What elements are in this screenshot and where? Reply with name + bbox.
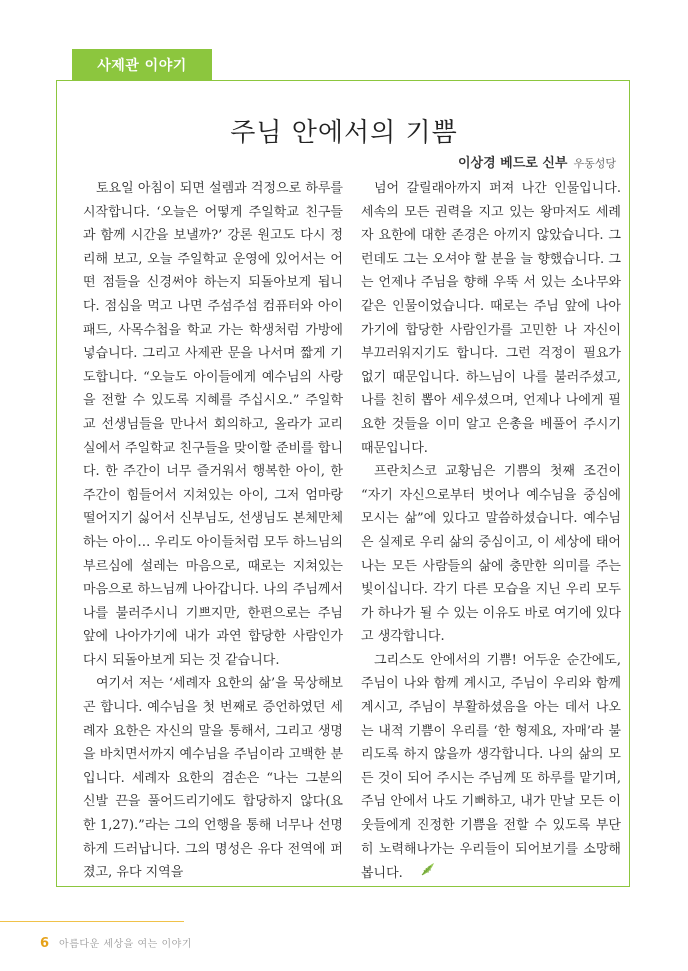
section-tab xyxy=(72,49,212,81)
paragraph: 프란치스코 교황님은 기쁨의 첫째 조건이 “자기 자신으로부터 벗어나 예수님을 중심에 모시는 삶”에 있다고 말씀하셨습니다. 예수님은 실제로 우리 삶의 중심이고, 이 세상에 태어나는 모든 사람들의 삶에 충만한 의미를 주는 빛이십니다. 각기 다른 모습을 지닌 우리 모두가 하나가 될 수 있는 이유도 바로 여기에 있다고 생각합니다. xyxy=(361,464,621,645)
article-title: 주님 안에서의 기쁨 xyxy=(230,118,458,148)
footer-rule xyxy=(0,921,184,922)
paragraph-final xyxy=(361,649,621,886)
page-footer xyxy=(40,932,192,951)
author-line xyxy=(458,152,616,171)
article-column-left xyxy=(83,177,343,885)
article-column-right xyxy=(361,177,621,886)
paragraph: 여기서 저는 ‘세례자 요한의 삶’을 묵상해보곤 합니다. 예수님을 첫 번째로 증언하였던 세례자 요한은 자신의 말을 통해서, 그리고 생명을 바치면서까지 예수님을 주님이라 고백한 분입니다. 세례자 요한의 겸손은 “나는 그분의 신발 끈을 풀어드리기에도 합당하지 않다(요한 1,27).”라는 그의 언행을 통해 너무나 선명하게 드러납니다. 그의 명성은 유다 전역에 퍼졌고, 유다 지역을 xyxy=(83,676,343,881)
page-number: 6 xyxy=(40,936,50,951)
section-label: 사제관 이야기 xyxy=(97,58,187,74)
author-parish: 우동성당 xyxy=(573,157,616,170)
paragraph: 넘어 갈릴래아까지 퍼져 나간 인물입니다. 세속의 모든 권력을 지고 있는 왕마저도 세례자 요한에 대한 존경은 아끼지 않았습니다. 그런데도 그는 오셔야 할 분을 늘 향했습니다. 그는 언제나 주님을 향해 우뚝 서 있는 소나무와 같은 인물이었습니다. 때로는 주님 앞에 나아가기에 합당한 사람인가를 고민한 나 자신이 부끄러워지기도 합니다. 그런 걱정이 필요가 없기 때문입니다. 하느님이 나를 불러주셨고, 나를 친히 뽑아 세우셨으며, 언제나 나에게 필요한 것들을 이미 알고 은총을 베풀어 주시기 때문입니다. xyxy=(361,181,621,456)
author-name: 이상경 베드로 신부 xyxy=(457,156,568,171)
leaf-end-mark-icon xyxy=(407,861,436,886)
paragraph-final-text: 그리스도 안에서의 기쁨! 어두운 순간에도, 주님이 나와 함께 계시고, 주님이 우리와 함께 계시고, 주님이 부활하셨음을 아는 데서 나오는 내적 기쁨이 우리를 ‘한 형제요, 자매’라 불리도록 하지 않을까 생각합니다. 나의 삶의 모든 것이 되어 주시는 주님께 또 하루를 맡기며, 주님 안에서 나도 기뻐하고, 내가 만날 모든 이웃들에게 진정한 기쁨을 전할 수 있도록 부단히 노력해나가는 우리들이 되어보기를 소망해봅니다. xyxy=(361,652,621,882)
magazine-name: 아름다운 세상을 여는 이야기 xyxy=(59,939,193,950)
paragraph: 토요일 아침이 되면 설렘과 걱정으로 하루를 시작합니다. ‘오늘은 어떻게 주일학교 친구들과 함께 시간을 보낼까?’ 강론 원고도 다시 정리해 보고, 오늘 주일학교 운영에 있어서는 어떤 점들을 신경써야 하는지 되돌아보게 됩니다. 점심을 먹고 나면 주섬주섬 컴퓨터와 아이패드, 사목수첩을 학교 가는 학생처럼 가방에 넣습니다. 그리고 사제관 문을 나서며 짧게 기도합니다. “오늘도 아이들에게 예수님의 사랑을 전할 수 있도록 지혜를 주십시오.” 주일학교 선생님들을 만나서 회의하고, 올라가 교리실에서 주일학교 친구들을 맞이할 준비를 합니다. 한 주간이 너무 즐거워서 행복한 아이, 한 주간이 힘들어서 지쳐있는 아이, 그저 엄마랑 떨어지기 싫어서 신부님도, 선생님도 본체만체하는 아이… 우리도 아이들처럼 모두 하느님의 부르심에 설레는 마음으로, 때로는 지쳐있는 마음으로 하느님께 나아갑니다. 나의 주님께서 나를 불러주시니 기쁘지만, 한편으로는 주님 앞에 나아가기에 내가 과연 합당한 사람인가 다시 되돌아보게 되는 것 같습니다. xyxy=(83,181,343,668)
